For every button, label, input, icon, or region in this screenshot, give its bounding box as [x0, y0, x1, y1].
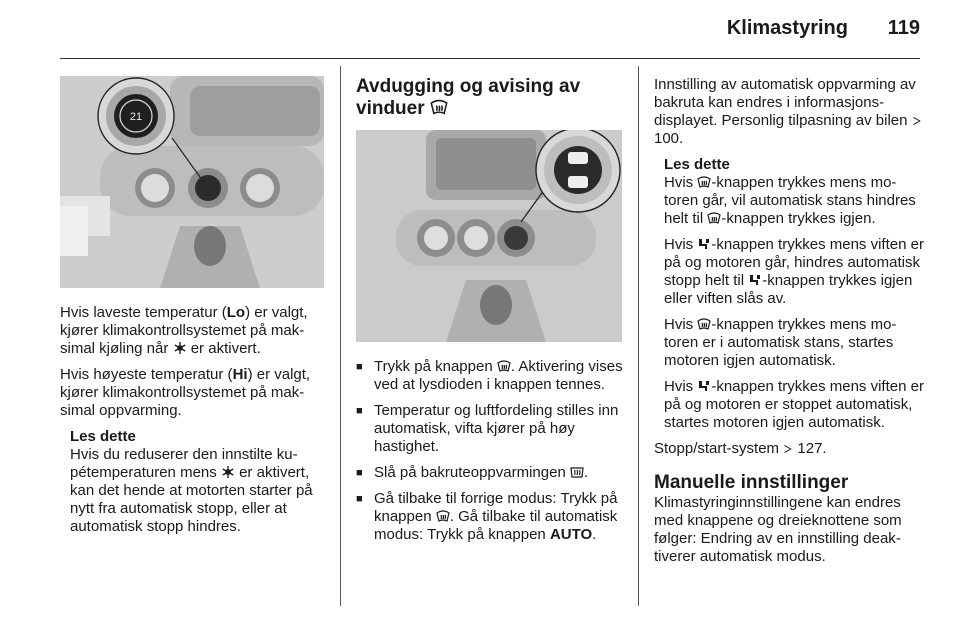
display-reading: 21 [129, 111, 143, 123]
snowflake-icon [173, 341, 187, 355]
windshield-defrost-icon [697, 317, 711, 331]
text: er aktivert, kan det hende at motorten starter på nytt fra automatisk stopp, eller at automatisk stopp hindres. [70, 464, 313, 535]
column-1 [60, 76, 326, 544]
page-reference-arrow-icon [912, 115, 922, 127]
note-text [664, 316, 924, 370]
column-divider [340, 66, 341, 606]
page-reference: 100. [654, 130, 684, 147]
text: -knappen trykkes igjen eller viften slås av. [664, 272, 913, 307]
lo-label: Lo [226, 304, 246, 321]
column-2 [356, 76, 624, 552]
text: Hvis [664, 378, 694, 395]
hi-label: Hi [232, 366, 248, 383]
text: Hvis [664, 316, 694, 333]
text: . Gå tilbake til automatisk modus: Trykk på knappen [374, 508, 618, 543]
page-reference: 127. [797, 440, 827, 457]
list-item [356, 464, 624, 482]
paragraph-rear-heat [654, 76, 924, 148]
windshield-defrost-icon [697, 175, 711, 189]
note-box [654, 156, 924, 432]
note-text [664, 174, 924, 228]
note-title: Les dette [70, 428, 136, 445]
text: Stopp/start-system [654, 440, 780, 457]
text: Hvis [664, 174, 694, 191]
list-item [356, 358, 624, 394]
text: ) er valgt, kjører klimakontrollsystemet på maksimal kjøling når [60, 304, 308, 357]
snowflake-icon [221, 465, 235, 479]
column-divider [638, 66, 639, 606]
text: Temperatur og luftfordeling stilles inn automatisk, vifta kjører på høy hastighet. [374, 402, 619, 455]
windshield-defrost-icon [436, 509, 450, 523]
paragraph-lo [60, 304, 326, 358]
note-title: Les dette [664, 156, 730, 173]
windshield-defrost-icon [707, 211, 721, 225]
text: Hvis du reduserer den innstilte kupétemperaturen mens [70, 446, 298, 481]
text: er aktivert. [190, 340, 261, 357]
climate-control-photo [60, 76, 324, 288]
text: Slå på bakruteoppvarmingen [374, 464, 566, 481]
text: Innstilling av automatisk oppvarming av bakruta kan endres i informasjonsdisplayet. Personlig tilpasning av bilen [654, 76, 916, 129]
text: . [583, 464, 589, 481]
column-3 [654, 76, 924, 574]
instruction-list [356, 358, 624, 544]
text: ) er valgt, kjører klimakontrollsystemet på maksimal oppvarming. [60, 366, 311, 419]
text: -knappen trykkes mens motoren er i automatisk stans, startes motoren igjen automatisk. [664, 316, 897, 369]
text: -knappen trykkes igjen. [721, 210, 876, 227]
page-reference-arrow-icon [783, 443, 793, 455]
fan-icon [697, 237, 711, 251]
text: Trykk på knappen [374, 358, 493, 375]
defrost-button-photo [356, 130, 622, 342]
text: Hvis laveste temperatur ( [60, 304, 227, 321]
fan-icon [748, 273, 762, 287]
heading-text: Avdugging og avising av vinduer [356, 76, 581, 119]
list-item [356, 490, 624, 544]
rear-window-heat-icon [570, 465, 584, 479]
text: . [592, 526, 597, 543]
auto-label: AUTO [549, 526, 593, 543]
text: Gå tilbake til forrige modus: Trykk på knappen [374, 490, 618, 525]
windshield-defrost-icon [430, 98, 448, 116]
page-header [0, 0, 960, 60]
page-number: 119 [887, 17, 920, 39]
note-text [664, 236, 924, 308]
section-heading: Manuelle innstillinger [654, 472, 849, 493]
text: Hvis [664, 236, 694, 253]
note-text [664, 378, 924, 432]
page-title: Klimastyring [726, 17, 848, 39]
note-box [60, 428, 326, 536]
fan-icon [697, 379, 711, 393]
header-divider [60, 58, 920, 59]
note-text [70, 446, 326, 536]
text: . Aktivering vises ved at lysdioden i knappen tennes. [374, 358, 623, 393]
section-heading [356, 76, 624, 120]
windshield-defrost-icon [497, 359, 511, 373]
text: -knappen trykkes mens viften er på og motoren er stoppet automatisk, startes motoren igjen automatisk. [664, 378, 924, 431]
text: -knappen trykkes mens viften er på og motoren går, hindres automatisk stopp helt til [664, 236, 924, 289]
paragraph-stop-start [654, 440, 924, 458]
list-item [356, 402, 624, 456]
text: -knappen trykkes mens motoren går, vil automatisk stans hindres helt til [664, 174, 916, 227]
paragraph-manual: Klimastyringinnstillingene kan endres med knappene og dreieknottene som følger: Endring av en innstilling deaktiverer automatisk modus. [654, 494, 902, 565]
text: Hvis høyeste temperatur ( [60, 366, 233, 383]
paragraph-hi [60, 366, 326, 420]
